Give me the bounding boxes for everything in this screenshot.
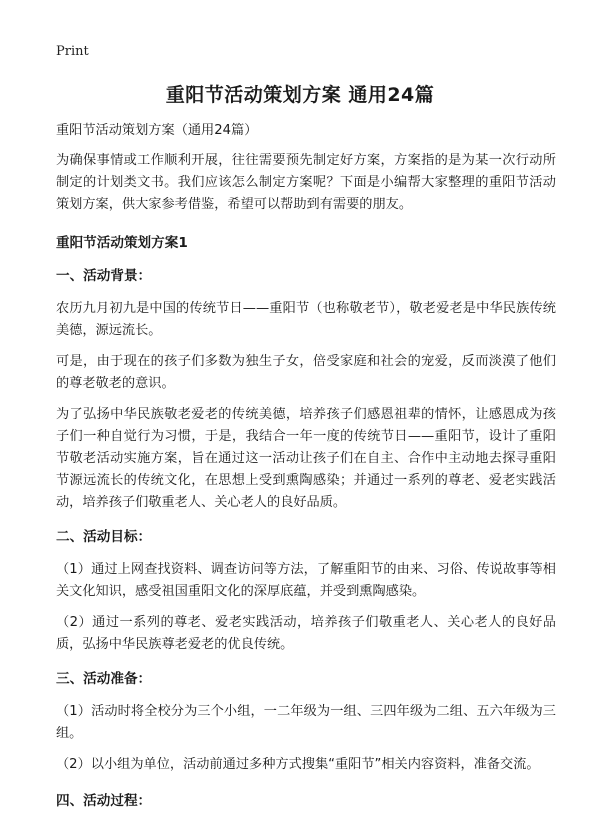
preparation-paragraph-2: （2）以小组为单位，活动前通过多种方式搜集“重阳节”相关内容资料，准备交流。 xyxy=(56,757,540,772)
section-heading-process: 四、活动过程： xyxy=(56,793,152,809)
section-heading-background: 一、活动背景： xyxy=(56,268,152,284)
section-heading-preparation: 三、活动准备： xyxy=(56,671,152,687)
goals-paragraph-1: （1）通过上网查找资料、调查访问等方法，了解重阳节的由来、习俗、传说故事等相关文化知识，感受祖国重阳文化的深厚底蕴，并受到熏陶感染。 xyxy=(56,562,556,599)
section-heading-goals: 二、活动目标： xyxy=(56,529,152,545)
intro-paragraph: 为确保事情或工作顺利开展，往往需要预先制定好方案，方案指的是为某一次行动所制定的计划类文书。我们应该怎么制定方案呢？下面是小编帮大家整理的重阳节活动策划方案，供大家参考借鉴，希望可以帮助到有需要的朋友。 xyxy=(56,153,556,212)
background-paragraph-3: 为了弘扬中华民族敬老爱老的传统美德，培养孩子们感恩祖辈的情怀，让感恩成为孩子们一种自觉行为习惯，于是，我结合一年一度的传统节日——重阳节，设计了重阳节敬老活动实施方案，旨在通过这一活动让孩子们在自主、合作中主动地去探寻重阳节源远流长的传统文化，在思想上受到熏陶感染；并通过一系列的尊老、爱老实践活动，培养孩子们敬重老人、关心老人的良好品质。 xyxy=(56,407,556,510)
document-subtitle: 重阳节活动策划方案（通用24篇） xyxy=(56,123,258,138)
print-label[interactable]: Print xyxy=(56,44,89,59)
plan-heading: 重阳节活动策划方案1 xyxy=(56,235,188,251)
background-paragraph-1: 农历九月初九是中国的传统节日——重阳节（也称敬老节），敬老爱老是中华民族传统美德，源远流长。 xyxy=(56,301,556,338)
preparation-paragraph-1: （1）活动时将全校分为三个小组，一二年级为一组、三四年级为二组、五六年级为三组。 xyxy=(56,704,556,741)
page-title: 重阳节活动策划方案 通用24篇 xyxy=(165,84,435,106)
document-body xyxy=(56,120,556,823)
goals-paragraph-2: （2）通过一系列的尊老、爱老实践活动，培养孩子们敬重老人、关心老人的良好品质，弘扬中华民族尊老爱老的优良传统。 xyxy=(56,615,556,652)
background-paragraph-2: 可是，由于现在的孩子们多数为独生子女，倍受家庭和社会的宠爱，反而淡漠了他们的尊老敬老的意识。 xyxy=(56,354,556,391)
